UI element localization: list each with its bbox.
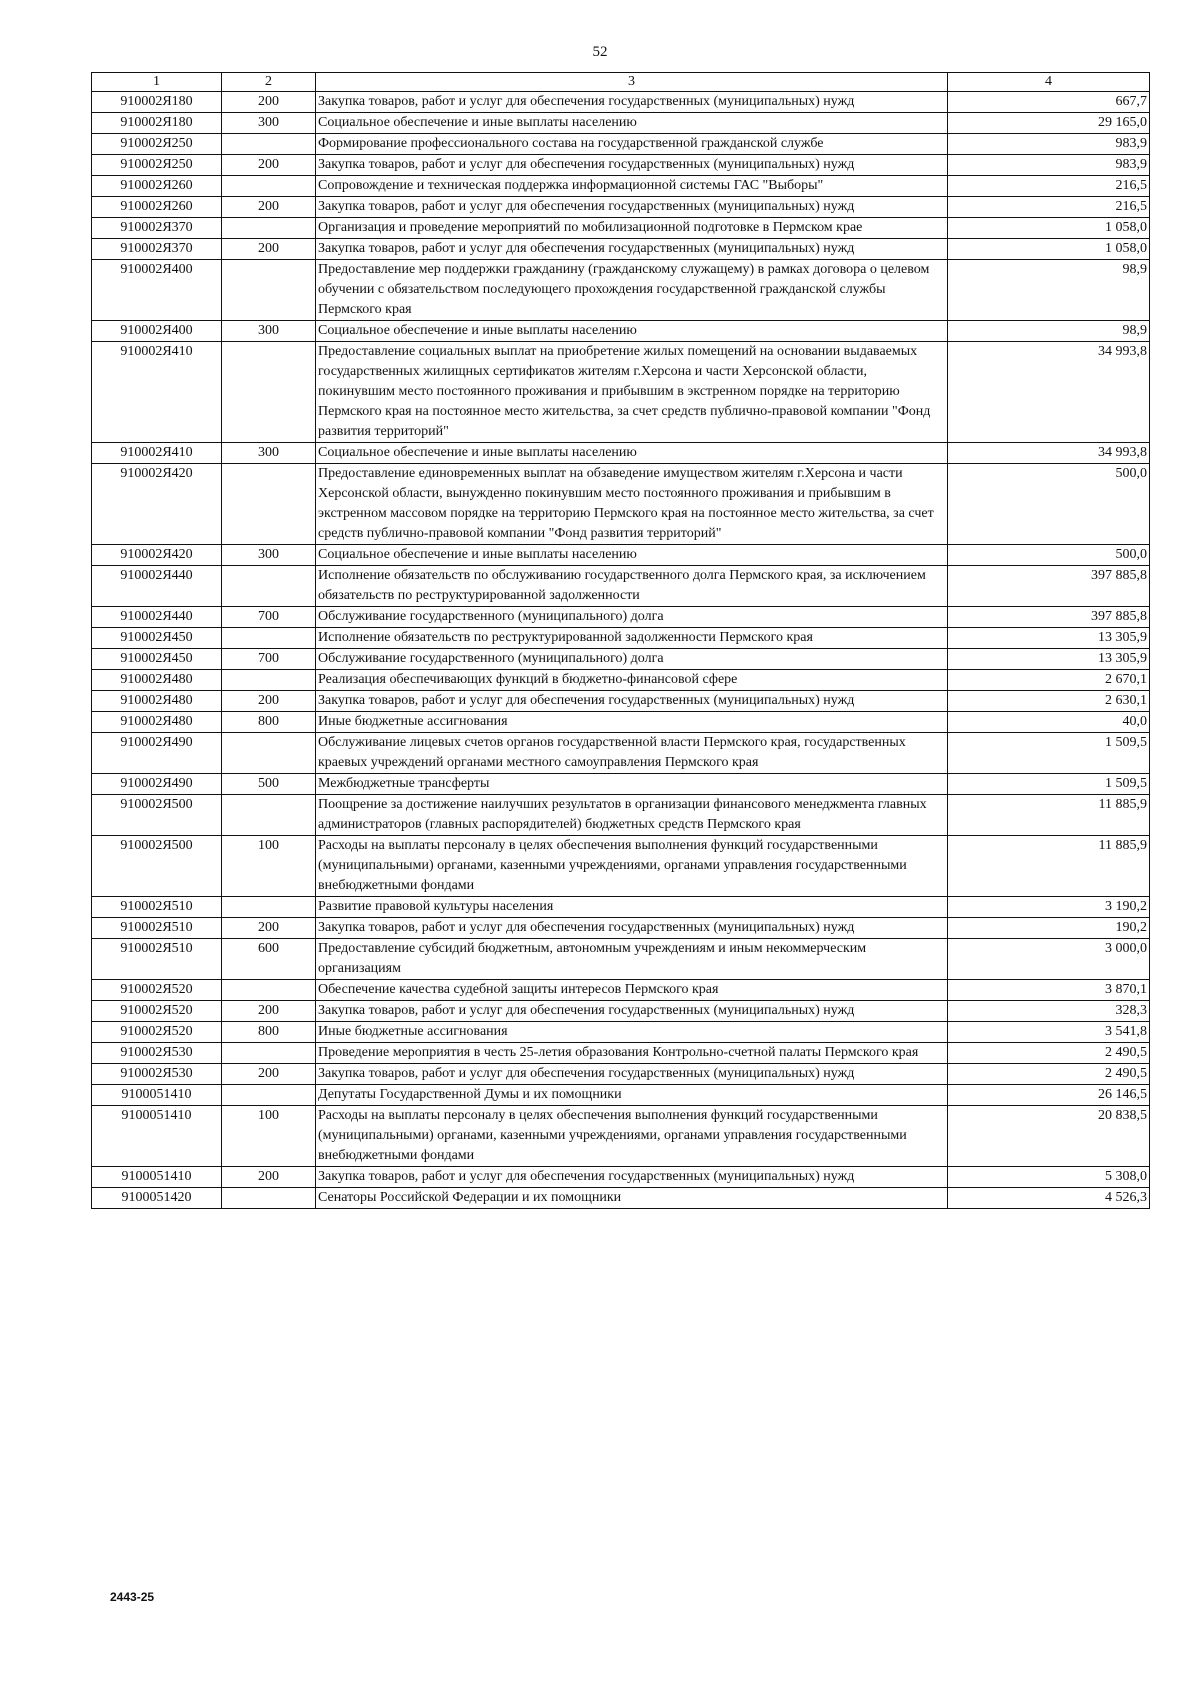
cell-vr bbox=[222, 980, 316, 1001]
table-row bbox=[92, 918, 1150, 939]
cell-vr: 200 bbox=[222, 1001, 316, 1022]
cell-code: 910002Я500 bbox=[92, 795, 222, 836]
cell-code: 910002Я490 bbox=[92, 774, 222, 795]
cell-code: 910002Я480 bbox=[92, 670, 222, 691]
cell-vr bbox=[222, 342, 316, 443]
table-row bbox=[92, 1001, 1150, 1022]
table-row bbox=[92, 691, 1150, 712]
cell-amount: 5 308,0 bbox=[948, 1167, 1150, 1188]
cell-vr bbox=[222, 134, 316, 155]
cell-code: 910002Я250 bbox=[92, 155, 222, 176]
cell-amount: 3 000,0 bbox=[948, 939, 1150, 980]
cell-vr bbox=[222, 733, 316, 774]
cell-amount: 1 058,0 bbox=[948, 239, 1150, 260]
cell-amount: 2 670,1 bbox=[948, 670, 1150, 691]
cell-amount: 29 165,0 bbox=[948, 113, 1150, 134]
cell-name: Обслуживание государственного (муниципального) долга bbox=[316, 607, 948, 628]
cell-name: Социальное обеспечение и иные выплаты населению bbox=[316, 545, 948, 566]
cell-code: 910002Я480 bbox=[92, 691, 222, 712]
cell-name: Организация и проведение мероприятий по мобилизационной подготовке в Пермском крае bbox=[316, 218, 948, 239]
table-row bbox=[92, 980, 1150, 1001]
cell-name: Обслуживание лицевых счетов органов государственной власти Пермского края, государственных краевых учреждений органами местного самоуправления Пермского края bbox=[316, 733, 948, 774]
cell-amount: 983,9 bbox=[948, 134, 1150, 155]
cell-vr bbox=[222, 1188, 316, 1209]
cell-code: 910002Я510 bbox=[92, 897, 222, 918]
cell-amount: 11 885,9 bbox=[948, 836, 1150, 897]
cell-name: Реализация обеспечивающих функций в бюджетно-финансовой сфере bbox=[316, 670, 948, 691]
cell-amount: 1 509,5 bbox=[948, 774, 1150, 795]
table-row bbox=[92, 321, 1150, 342]
cell-name: Расходы на выплаты персоналу в целях обеспечения выполнения функций государственными (муниципальными) органами, казенными учреждениями, органами управления государственными внебюджетными фондами bbox=[316, 1106, 948, 1167]
table-row bbox=[92, 134, 1150, 155]
table-row bbox=[92, 836, 1150, 897]
table-row bbox=[92, 733, 1150, 774]
table-row bbox=[92, 545, 1150, 566]
cell-vr: 300 bbox=[222, 443, 316, 464]
table-row bbox=[92, 197, 1150, 218]
cell-vr: 200 bbox=[222, 1167, 316, 1188]
table-row bbox=[92, 176, 1150, 197]
cell-amount: 328,3 bbox=[948, 1001, 1150, 1022]
cell-code: 910002Я440 bbox=[92, 566, 222, 607]
cell-code: 910002Я410 bbox=[92, 342, 222, 443]
cell-vr: 500 bbox=[222, 774, 316, 795]
table-row bbox=[92, 1043, 1150, 1064]
cell-name: Расходы на выплаты персоналу в целях обеспечения выполнения функций государственными (муниципальными) органами, казенными учреждениями, органами управления государственными внебюджетными фондами bbox=[316, 836, 948, 897]
cell-code: 910002Я400 bbox=[92, 321, 222, 342]
cell-code: 910002Я520 bbox=[92, 980, 222, 1001]
table-row bbox=[92, 1085, 1150, 1106]
cell-name: Закупка товаров, работ и услуг для обеспечения государственных (муниципальных) нужд bbox=[316, 691, 948, 712]
cell-amount: 26 146,5 bbox=[948, 1085, 1150, 1106]
cell-name: Закупка товаров, работ и услуг для обеспечения государственных (муниципальных) нужд bbox=[316, 1167, 948, 1188]
cell-name: Иные бюджетные ассигнования bbox=[316, 1022, 948, 1043]
cell-amount: 34 993,8 bbox=[948, 443, 1150, 464]
cell-vr bbox=[222, 795, 316, 836]
table-row bbox=[92, 1106, 1150, 1167]
cell-code: 910002Я400 bbox=[92, 260, 222, 321]
cell-vr: 200 bbox=[222, 155, 316, 176]
cell-amount: 1 509,5 bbox=[948, 733, 1150, 774]
cell-code: 910002Я500 bbox=[92, 836, 222, 897]
table-row bbox=[92, 774, 1150, 795]
cell-vr bbox=[222, 176, 316, 197]
cell-amount: 98,9 bbox=[948, 321, 1150, 342]
table-row bbox=[92, 342, 1150, 443]
cell-vr: 800 bbox=[222, 1022, 316, 1043]
cell-vr: 700 bbox=[222, 607, 316, 628]
cell-code: 910002Я410 bbox=[92, 443, 222, 464]
cell-amount: 3 190,2 bbox=[948, 897, 1150, 918]
cell-code: 9100051410 bbox=[92, 1167, 222, 1188]
table-row bbox=[92, 712, 1150, 733]
cell-code: 910002Я450 bbox=[92, 628, 222, 649]
table-row bbox=[92, 443, 1150, 464]
cell-code: 910002Я520 bbox=[92, 1022, 222, 1043]
table-row bbox=[92, 628, 1150, 649]
cell-code: 910002Я440 bbox=[92, 607, 222, 628]
cell-amount: 500,0 bbox=[948, 545, 1150, 566]
cell-code: 910002Я260 bbox=[92, 176, 222, 197]
cell-name: Депутаты Государственной Думы и их помощники bbox=[316, 1085, 948, 1106]
cell-name: Закупка товаров, работ и услуг для обеспечения государственных (муниципальных) нужд bbox=[316, 197, 948, 218]
cell-code: 910002Я420 bbox=[92, 545, 222, 566]
table-row bbox=[92, 464, 1150, 545]
cell-code: 910002Я480 bbox=[92, 712, 222, 733]
table-row bbox=[92, 239, 1150, 260]
cell-code: 910002Я510 bbox=[92, 918, 222, 939]
cell-name: Развитие правовой культуры населения bbox=[316, 897, 948, 918]
cell-vr bbox=[222, 628, 316, 649]
cell-name: Закупка товаров, работ и услуг для обеспечения государственных (муниципальных) нужд bbox=[316, 239, 948, 260]
table-row bbox=[92, 607, 1150, 628]
cell-amount: 216,5 bbox=[948, 197, 1150, 218]
cell-amount: 34 993,8 bbox=[948, 342, 1150, 443]
table-row bbox=[92, 1188, 1150, 1209]
cell-vr bbox=[222, 218, 316, 239]
cell-vr: 200 bbox=[222, 92, 316, 113]
cell-name: Закупка товаров, работ и услуг для обеспечения государственных (муниципальных) нужд bbox=[316, 1064, 948, 1085]
cell-name: Обеспечение качества судебной защиты интересов Пермского края bbox=[316, 980, 948, 1001]
table-row bbox=[92, 92, 1150, 113]
cell-name: Предоставление единовременных выплат на обзаведение имуществом жителям г.Херсона и части Херсонской области, вынужденно покинувшим место постоянного проживания и прибывшим в экстренном массовом порядке на территорию Пермского края на постоянное место жительства, за счет средств публично-правовой компании "Фонд развития территорий" bbox=[316, 464, 948, 545]
cell-amount: 1 058,0 bbox=[948, 218, 1150, 239]
cell-amount: 500,0 bbox=[948, 464, 1150, 545]
table-body bbox=[92, 92, 1150, 1209]
cell-vr bbox=[222, 1085, 316, 1106]
cell-name: Предоставление субсидий бюджетным, автономным учреждениям и иным некоммерческим организациям bbox=[316, 939, 948, 980]
column-header-expense-type: 2 bbox=[222, 73, 316, 92]
cell-amount: 190,2 bbox=[948, 918, 1150, 939]
cell-name: Социальное обеспечение и иные выплаты населению bbox=[316, 321, 948, 342]
table-row bbox=[92, 260, 1150, 321]
cell-code: 910002Я180 bbox=[92, 92, 222, 113]
cell-amount: 3 870,1 bbox=[948, 980, 1150, 1001]
table-row bbox=[92, 1167, 1150, 1188]
cell-vr: 200 bbox=[222, 918, 316, 939]
cell-code: 9100051410 bbox=[92, 1106, 222, 1167]
cell-vr: 200 bbox=[222, 239, 316, 260]
cell-vr: 600 bbox=[222, 939, 316, 980]
column-header-name: 3 bbox=[316, 73, 948, 92]
cell-amount: 667,7 bbox=[948, 92, 1150, 113]
cell-vr: 100 bbox=[222, 1106, 316, 1167]
cell-code: 910002Я520 bbox=[92, 1001, 222, 1022]
cell-code: 910002Я530 bbox=[92, 1043, 222, 1064]
cell-code: 910002Я530 bbox=[92, 1064, 222, 1085]
cell-amount: 2 490,5 bbox=[948, 1064, 1150, 1085]
cell-amount: 3 541,8 bbox=[948, 1022, 1150, 1043]
table-row bbox=[92, 218, 1150, 239]
cell-amount: 40,0 bbox=[948, 712, 1150, 733]
cell-name: Социальное обеспечение и иные выплаты населению bbox=[316, 443, 948, 464]
table-row bbox=[92, 795, 1150, 836]
cell-vr: 300 bbox=[222, 113, 316, 134]
cell-code: 910002Я420 bbox=[92, 464, 222, 545]
cell-amount: 13 305,9 bbox=[948, 628, 1150, 649]
cell-code: 9100051410 bbox=[92, 1085, 222, 1106]
cell-name: Закупка товаров, работ и услуг для обеспечения государственных (муниципальных) нужд bbox=[316, 92, 948, 113]
cell-code: 910002Я490 bbox=[92, 733, 222, 774]
cell-amount: 983,9 bbox=[948, 155, 1150, 176]
cell-vr: 700 bbox=[222, 649, 316, 670]
table-row bbox=[92, 670, 1150, 691]
cell-amount: 13 305,9 bbox=[948, 649, 1150, 670]
table-row bbox=[92, 113, 1150, 134]
cell-name: Обслуживание государственного (муниципального) долга bbox=[316, 649, 948, 670]
cell-code: 9100051420 bbox=[92, 1188, 222, 1209]
column-header-code: 1 bbox=[92, 73, 222, 92]
cell-vr: 300 bbox=[222, 321, 316, 342]
cell-amount: 11 885,9 bbox=[948, 795, 1150, 836]
cell-amount: 4 526,3 bbox=[948, 1188, 1150, 1209]
cell-name: Сенаторы Российской Федерации и их помощники bbox=[316, 1188, 948, 1209]
cell-name: Социальное обеспечение и иные выплаты населению bbox=[316, 113, 948, 134]
cell-amount: 20 838,5 bbox=[948, 1106, 1150, 1167]
cell-vr: 200 bbox=[222, 197, 316, 218]
cell-code: 910002Я250 bbox=[92, 134, 222, 155]
cell-amount: 2 630,1 bbox=[948, 691, 1150, 712]
cell-name: Предоставление мер поддержки гражданину (гражданскому служащему) в рамках договора о целевом обучении с обязательством последующего прохождения государственной гражданской службы Пермского края bbox=[316, 260, 948, 321]
cell-vr bbox=[222, 566, 316, 607]
table-row bbox=[92, 939, 1150, 980]
table-header-row bbox=[92, 73, 1150, 92]
column-header-amount: 4 bbox=[948, 73, 1150, 92]
table-row bbox=[92, 1064, 1150, 1085]
cell-name: Исполнение обязательств по реструктурированной задолженности Пермского края bbox=[316, 628, 948, 649]
cell-amount: 216,5 bbox=[948, 176, 1150, 197]
footer-code: 2443-25 bbox=[110, 1590, 155, 1604]
cell-amount: 2 490,5 bbox=[948, 1043, 1150, 1064]
table-row bbox=[92, 649, 1150, 670]
cell-vr: 200 bbox=[222, 1064, 316, 1085]
cell-vr bbox=[222, 897, 316, 918]
cell-code: 910002Я510 bbox=[92, 939, 222, 980]
cell-name: Межбюджетные трансферты bbox=[316, 774, 948, 795]
cell-name: Предоставление социальных выплат на приобретение жилых помещений на основании выдаваемых государственных жилищных сертификатов жителям г.Херсона и части Херсонской области, покинувшим место постоянного проживания и прибывшим в экстренном порядке на территорию Пермского края на постоянное место жительства, за счет средств публично-правовой компании "Фонд развития территорий" bbox=[316, 342, 948, 443]
cell-name: Закупка товаров, работ и услуг для обеспечения государственных (муниципальных) нужд bbox=[316, 155, 948, 176]
cell-code: 910002Я180 bbox=[92, 113, 222, 134]
cell-vr: 200 bbox=[222, 691, 316, 712]
cell-name: Проведение мероприятия в честь 25-летия образования Контрольно-счетной палаты Пермского края bbox=[316, 1043, 948, 1064]
cell-code: 910002Я450 bbox=[92, 649, 222, 670]
table-row bbox=[92, 566, 1150, 607]
table-row bbox=[92, 897, 1150, 918]
cell-name: Закупка товаров, работ и услуг для обеспечения государственных (муниципальных) нужд bbox=[316, 1001, 948, 1022]
budget-table bbox=[91, 72, 1150, 1209]
cell-amount: 397 885,8 bbox=[948, 566, 1150, 607]
cell-vr: 100 bbox=[222, 836, 316, 897]
cell-name: Сопровождение и техническая поддержка информационной системы ГАС "Выборы" bbox=[316, 176, 948, 197]
cell-name: Иные бюджетные ассигнования bbox=[316, 712, 948, 733]
cell-code: 910002Я370 bbox=[92, 239, 222, 260]
cell-name: Закупка товаров, работ и услуг для обеспечения государственных (муниципальных) нужд bbox=[316, 918, 948, 939]
cell-amount: 98,9 bbox=[948, 260, 1150, 321]
cell-name: Поощрение за достижение наилучших результатов в организации финансового менеджмента главных администраторов (главных распорядителей) бюджетных средств Пермского края bbox=[316, 795, 948, 836]
cell-vr bbox=[222, 670, 316, 691]
cell-vr bbox=[222, 1043, 316, 1064]
table-row bbox=[92, 1022, 1150, 1043]
cell-name: Исполнение обязательств по обслуживанию государственного долга Пермского края, за исключением обязательств по реструктурированной задолженности bbox=[316, 566, 948, 607]
cell-amount: 397 885,8 bbox=[948, 607, 1150, 628]
cell-name: Формирование профессионального состава на государственной гражданской службе bbox=[316, 134, 948, 155]
cell-vr bbox=[222, 464, 316, 545]
cell-code: 910002Я370 bbox=[92, 218, 222, 239]
cell-vr: 800 bbox=[222, 712, 316, 733]
cell-code: 910002Я260 bbox=[92, 197, 222, 218]
table-row bbox=[92, 155, 1150, 176]
cell-vr bbox=[222, 260, 316, 321]
cell-vr: 300 bbox=[222, 545, 316, 566]
page-number: 52 bbox=[592, 44, 608, 60]
